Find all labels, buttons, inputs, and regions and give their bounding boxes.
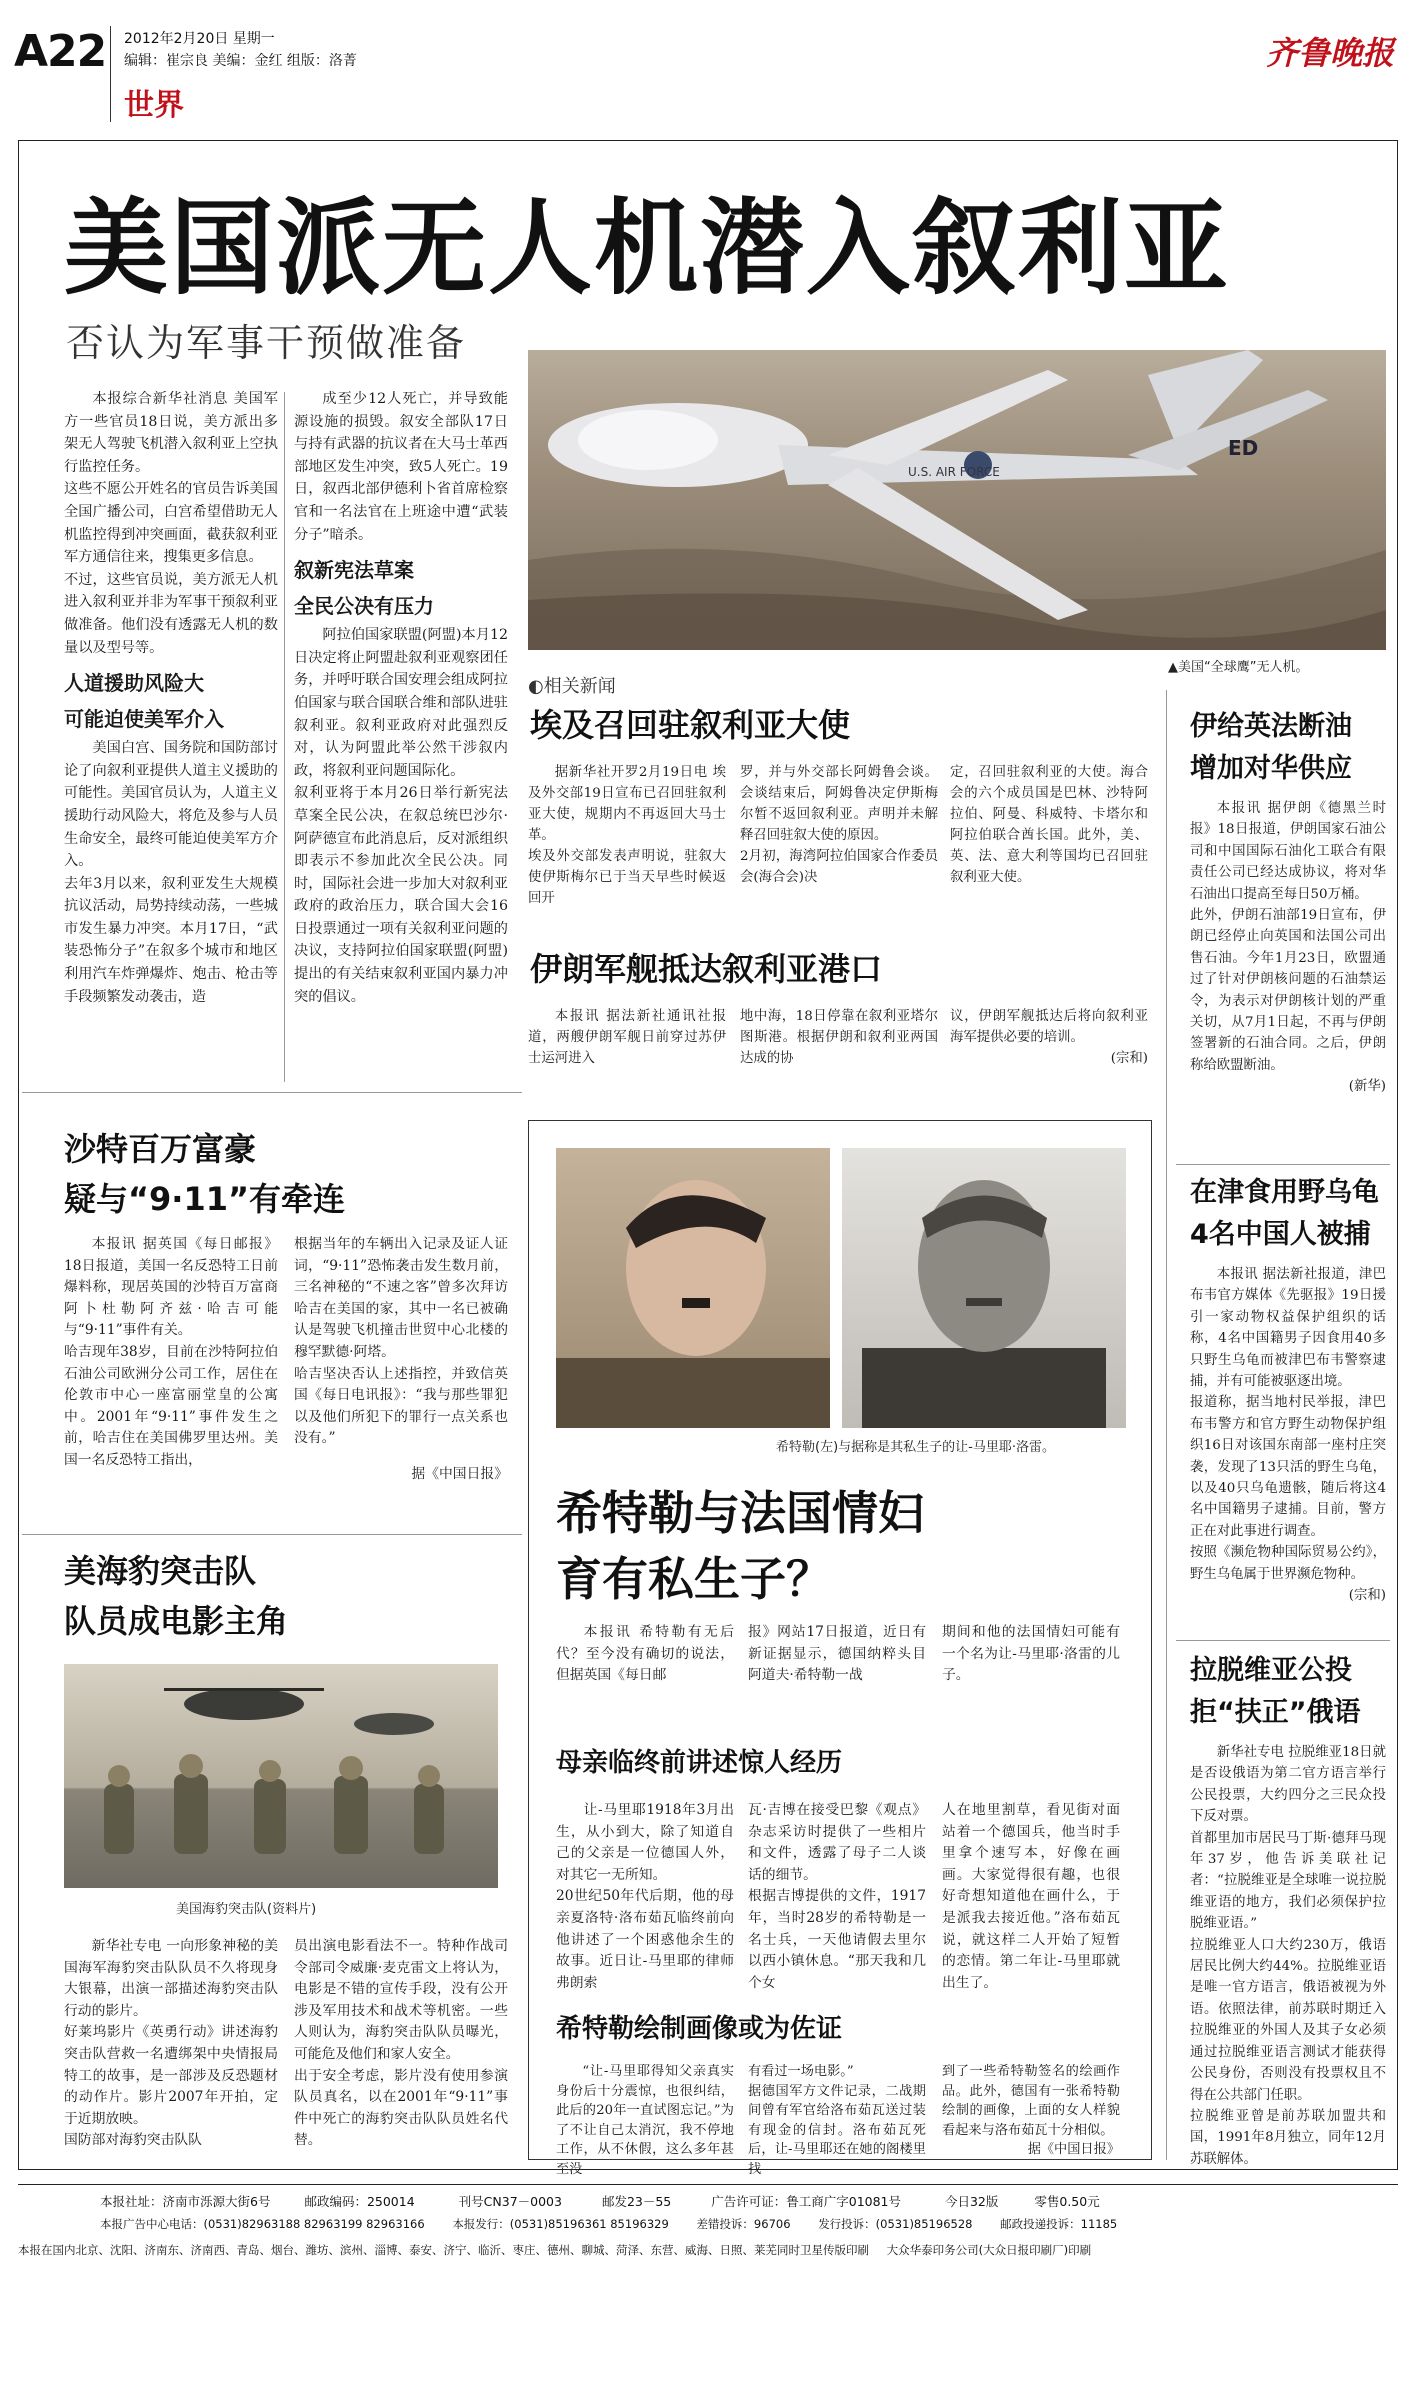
masthead-divider bbox=[110, 26, 111, 122]
seals-col-1: 新华社专电 一向形象神秘的美国海军海豹突击队队员不久将现身大银幕，出演一部描述海豹突击队行动的影片。 好莱坞影片《英勇行动》讲述海豹突击队营救一名遭绑架中央情报局特工的故事，是一部涉及反恐题材的动作片。影片2007年开拍，定于近期放映。 国防部对海豹突击队队 bbox=[64, 1938, 278, 2149]
saudi-col-1: 本报讯 据英国《每日邮报》18日报道，美国一名反恐特工日前爆料称，现居英国的沙特百万富商阿卜杜勒阿齐兹·哈吉可能与“9·11”事件有关。 哈吉现年38岁，目前在沙特阿拉伯石油公司欧洲分公司工作，居住在伦敦市中心一座富丽堂皇的公寓中。2001年“9·11”事件发生之前，哈吉住在美国佛罗里达州。美国一名反恐特工指出， bbox=[64, 1236, 278, 1468]
turtle-article: 本报讯 据法新社报道，津巴布韦官方媒体《先驱报》19日援引一家动物权益保护组织的话称，4名中国籍男子因食用40多只野生乌龟而被津巴布韦警察逮捕，并有可能被驱逐出境。 报道称，据当地村民举报，津巴布韦警方和官方野生动物保护组织16日对该国东南部一座村庄突袭，发现了13只活的野生乌龟，以及40只乌龟遗骸，随后将这4名中国籍男子逮捕。目前，警方正在对此事进行调查。 按照《濒危物种国际贸易公约》，野生乌龟属于世界濒危物种。 (宗和) bbox=[1190, 1267, 1386, 1604]
hitler-intro-3: 期间和他的法国情妇可能有一个名为让-马里耶·洛雷的儿子。 bbox=[942, 1624, 1120, 1684]
son-photo-right bbox=[842, 1148, 1126, 1428]
section-title: 世界 bbox=[124, 88, 184, 123]
lead-column-2: 成至少12人死亡，并导致能源设施的损毁。叙安全部队17日与持有武器的抗议者在大马士革西部地区发生冲突，致5人死亡。19日，叙西北部伊德利卜省首席检察官和一名法官在上班途中遭“武装分子”暗杀。 叙新宪法草案 全民公决有压力 阿拉伯国家联盟(阿盟)本月12日决定将止阿盟赴叙利亚观察团任务，并呼吁联合国安理会组成阿拉伯国家与联合国联合维和部队进驻叙利亚。叙利亚政府对此强烈反对，认为阿盟此举公然干涉叙内政，将叙利亚问题国际化。 叙利亚将于本月26日举行新宪法草案全民公决，在叙总统巴沙尔·阿萨德宣布此消息后，反对派组织即表示不参加此次全民公决。同时，国际社会进一步加大对叙利亚政府的政治压力，联合国大会16日投票通过一项有关叙利亚问题的决议，支持阿拉伯国家联盟(阿盟)提出的有关结束叙利亚国内暴力冲突的倡议。 bbox=[294, 391, 508, 1005]
hitler-s2-col-2: 有看过一场电影。” 据德国军方文件记录，二战期间曾有军官给洛布茹瓦送过装有现金的信封。洛布茹瓦死后，让-马里耶还在她的阁楼里找 bbox=[748, 2064, 926, 2177]
egypt-col-3: 定，召回驻叙利亚的大使。海合会的六个成员国是巴林、沙特阿拉伯、阿曼、科威特、卡塔尔和阿拉伯联合酋长国。此外，美、英、法、意大利等国均已召回驻叙利亚大使。 bbox=[950, 765, 1148, 885]
hitler-headline: 希特勒与法国情妇 育有私生子？ bbox=[556, 1486, 924, 1606]
hitler-photo-caption: 希特勒(左)与据称是其私生子的让-马里耶·洛雷。 bbox=[776, 1440, 1055, 1455]
turtle-headline: 在津食用野乌龟 4名中国人被捕 bbox=[1190, 1177, 1379, 1250]
footer-row-3: 本报在国内北京、沈阳、济南东、济南西、青岛、烟台、潍坊、滨州、淄博、泰安、济宁、临沂、枣庄、德州、聊城、菏泽、东营、威海、日照、莱芜同时卫星传版印刷 大众华泰印务公司(大众日报印刷厂)印刷 bbox=[18, 2243, 1092, 2257]
hitler-s2-col-3: 到了一些希特勒签名的绘画作品。此外，德国有一张希特勒绘制的画像，上面的女人样貌看起来与洛布茹瓦十分相似。 据《中国日报》 bbox=[942, 2064, 1120, 2158]
footer-top-rule bbox=[18, 2184, 1398, 2185]
circle-bullet-icon: ◐ bbox=[528, 676, 544, 697]
egypt-col-1: 据新华社开罗2月19日电 埃及外交部19日宣布已召回驻叙利亚大使，规期内不再返回大马士革。 埃及外交部发表声明说，驻叙大使伊斯梅尔已于当天早些时候返回开 bbox=[528, 765, 726, 906]
drone-photo bbox=[528, 350, 1386, 650]
oil-article: 本报讯 据伊朗《德黑兰时报》18日报道，伊朗国家石油公司和中国国际石油化工联合有限责任公司已经达成协议，将对华石油出口提高至每日50万桶。 此外，伊朗石油部19日宣布，伊朗已经停止向英国和法国公司出售石油。今年1月23日，欧盟通过了针对伊朗核问题的石油禁运令，为表示对伊朗核计划的严重关切，从7月1日起，不再与伊朗签署新的石油合同。之后，伊朗称给欧盟断油。 (新华) bbox=[1190, 801, 1386, 1095]
portrait-right-illustration bbox=[842, 1148, 1126, 1428]
seals-photo-caption: 美国海豹突击队(资料片) bbox=[176, 1902, 317, 1917]
lead-subhead: 否认为军事干预做准备 bbox=[66, 321, 467, 365]
iran-col-1: 本报讯 据法新社通讯社报道，两艘伊朗军舰日前穿过苏伊士运河进入 bbox=[528, 1009, 726, 1066]
latvia-headline: 拉脱维亚公投 拒“扶正”俄语 bbox=[1190, 1655, 1361, 1728]
hitler-intro-1: 本报讯 希特勒有无后代？至今没有确切的说法，但据英国《每日邮 bbox=[556, 1624, 734, 1684]
newspaper-logo: 齐鲁晚报 bbox=[1266, 34, 1395, 72]
hitler-s1-col-2: 瓦·吉博在接受巴黎《观点》杂志采访时提供了一些相片和文件，透露了母子二人谈话的细节。 根据吉博提供的文件，1917年，当时28岁的希特勒是一名士兵，一天他请假去里尔以西小镇休息。“那天我和几个女 bbox=[748, 1802, 926, 1991]
hitler-s1-col-3: 人在地里割草，看见街对面站着一个德国兵，他当时手里拿个速写本，好像在画画。大家觉得很有趣，也很好奇想知道他在画什么，于是派我去接近他。”洛布茹瓦说，就这样二人开始了短暂的恋情。第二年让-马里耶就出生了。 bbox=[942, 1802, 1120, 1991]
svg-text:ED: ED bbox=[1228, 436, 1259, 460]
masthead-date: 2012年2月20日 星期一 bbox=[124, 31, 275, 47]
latvia-article: 新华社专电 拉脱维亚18日就是否设俄语为第二官方语言举行公民投票，大约四分之三民众投下反对票。 首都里加市居民马丁斯·德拜马现年37岁，他告诉美联社记者：“拉脱维亚是全球唯一说拉脱维亚语的地方，我们必须保护拉脱维亚语。” 拉脱维亚人口大约230万，俄语居民比例大约44%。拉脱维亚语是唯一官方语言，俄语被视为外语。依照法律，前苏联时期迁入拉脱维亚的外国人及其子女必须通过拉脱维亚语言测试才能获得公民身份，否则没有投票权且不得在公共部门任职。 拉脱维亚曾是前苏联加盟共和国，1991年8月独立，同年12月苏联解体。 bbox=[1190, 1745, 1386, 2167]
oil-headline: 伊给英法断油 增加对华供应 bbox=[1190, 711, 1352, 784]
lead-headline: 美国派无人机潜入叙利亚 bbox=[64, 187, 1231, 309]
egypt-col-2: 罗，并与外交部长阿姆鲁会谈。会谈结束后，阿姆鲁决定伊斯梅尔暂不返回叙利亚。声明并未解释召回驻叙大使的原因。 2月初，海湾阿拉伯国家合作委员会(海合会)决 bbox=[740, 765, 938, 885]
seals-headline: 美海豹突击队 队员成电影主角 bbox=[64, 1552, 289, 1640]
footer-row-2: 本报广告中心电话：(0531)82963188 82963199 82963166 本报发行：(0531)85196361 85196329 差错投诉：96706 发行投诉：(0531)85196528 邮政投递投诉：11185 bbox=[100, 2217, 1118, 2231]
page-number: A22 bbox=[14, 26, 107, 77]
drone-photo-caption: ▲美国“全球鹰”无人机。 bbox=[1168, 660, 1309, 675]
lead-bottom-rule bbox=[22, 1092, 522, 1093]
hitler-subhead-1: 母亲临终前讲述惊人经历 bbox=[556, 1748, 843, 1778]
seals-photo bbox=[64, 1664, 498, 1888]
iran-col-2: 地中海，18日停靠在叙利亚塔尔图斯港。根据伊朗和叙利亚两国达成的协 bbox=[740, 1009, 938, 1066]
iran-ships-headline: 伊朗军舰抵达叙利亚港口 bbox=[530, 950, 883, 988]
lead-col-divider bbox=[284, 392, 285, 1082]
hitler-intro-2: 报》网站17日报道，近日有新证据显示，德国纳粹头目阿道夫·希特勒一战 bbox=[748, 1624, 926, 1684]
lead-subhead-1: 人道援助风险大 可能迫使美军介入 bbox=[64, 671, 224, 732]
hitler-s2-col-1: “让-马里耶得知父亲真实身份后十分震惊，也很纠结，此后的20年一直试图忘记。”为了不让自己太消沉，我不停地工作，从不休假，这么多年甚至没 bbox=[556, 2064, 734, 2177]
saudi-bottom-rule bbox=[22, 1534, 522, 1535]
lead-subhead-2: 叙新宪法草案 全民公决有压力 bbox=[294, 558, 434, 619]
right-rule-2 bbox=[1176, 1640, 1390, 1641]
hitler-s1-col-1: 让-马里耶1918年3月出生，从小到大，除了知道自己的父亲是一位德国人外，对其它一无所知。 20世纪50年代后期，他的母亲夏洛特·洛布茹瓦临终前向他讲述了一个困惑他余生的故事。近日让-马里耶的律师弗朗索 bbox=[556, 1802, 734, 1991]
iran-col-3: 议，伊朗军舰抵达后将向叙利亚海军提供必要的培训。 (宗和) bbox=[950, 1009, 1148, 1066]
lead-column-1: 本报综合新华社消息 美国军方一些官员18日说，美方派出多架无人驾驶飞机潜入叙利亚上空执行监控任务。 这些不愿公开姓名的官员告诉美国全国广播公司，白宫希望借助无人机监控得到冲突画面，截获叙利亚军方通信往来，搜集更多信息。 不过，这些官员说，美方派无人机进入叙利亚并非为军事干预叙利亚做准备。他们没有透露无人机的数量以及型号等。 人道援助风险大 可能迫使美军介入 美国白宫、国务院和国防部讨论了向叙利亚提供人道主义援助的可能性。美国官员认为，人道主义援助行动风险大，将危及参与人员生命安全，最终可能迫使美军方介入。 去年3月以来，叙利亚发生大规模抗议活动，局势持续动荡，一些城市发生暴力冲突。本月17日，“武装恐怖分子”在叙多个城市和地区利用汽车炸弹爆炸、炮击、枪击等手段频繁发动袭击，造 bbox=[64, 391, 278, 1005]
saudi-headline: 沙特百万富豪 疑与“9·11”有牵连 bbox=[64, 1130, 346, 1218]
drone-illustration bbox=[528, 350, 1386, 650]
portrait-left-illustration bbox=[556, 1148, 830, 1428]
right-rule-1 bbox=[1176, 1164, 1390, 1165]
saudi-col-2: 根据当年的车辆出入记录及证人证词，“9·11”恐怖袭击发生数月前，三名神秘的“不速之客”曾多次拜访哈吉在美国的家，其中一名已被确认是驾驶飞机撞击世贸中心北楼的穆罕默德·阿塔。 哈吉坚决否认上述指控，并致信英国《每日电讯报》：“我与那些罪犯以及他们所犯下的罪行一点关系也没有。” 据《中国日报》 bbox=[294, 1236, 508, 1482]
seals-illustration bbox=[64, 1664, 498, 1888]
egypt-headline: 埃及召回驻叙利亚大使 bbox=[530, 706, 851, 744]
footer-row-1: 本报社址：济南市泺源大街6号 邮政编码：250014 刊号CN37－0003 邮发23－55 广告许可证：鲁工商广字01081号 今日32版 零售0.50元 bbox=[100, 2194, 1100, 2209]
hitler-subhead-2: 希特勒绘制画像或为佐证 bbox=[556, 2014, 843, 2044]
svg-text:U.S. AIR FORCE: U.S. AIR FORCE bbox=[908, 465, 1000, 479]
masthead-editors: 编辑：崔宗良 美编：金红 组版：洛菁 bbox=[124, 53, 357, 69]
related-news-label: ◐相关新闻 bbox=[528, 676, 616, 697]
seals-col-2: 员出演电影看法不一。特种作战司令部司令威廉·麦克雷文上将认为，电影是不错的宣传手段，没有公开涉及军用技术和战术等机密。一些人则认为，海豹突击队队员曝光，可能危及他们和家人安全。 出于安全考虑，影片没有使用参演队员真名，以在2001年“9·11”事件中死亡的海豹突击队队员姓名代替。 bbox=[294, 1938, 508, 2149]
hitler-photo-left bbox=[556, 1148, 830, 1428]
right-column-divider bbox=[1166, 690, 1167, 2160]
